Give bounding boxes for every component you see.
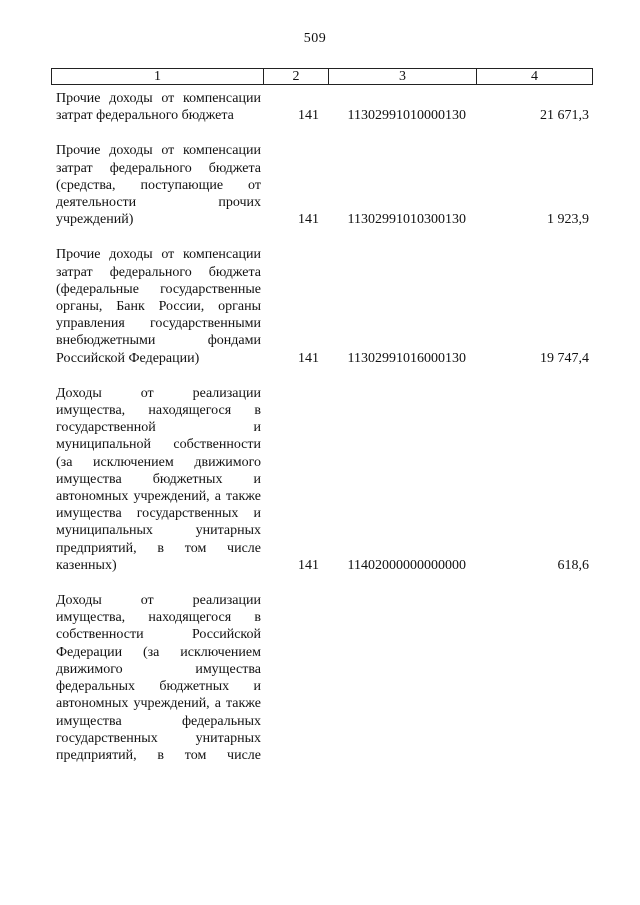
header-col-2: 2	[263, 69, 328, 84]
row-admin-code: 141	[298, 557, 319, 573]
row-amount: 1 923,9	[547, 212, 589, 228]
row-admin-code: 141	[298, 108, 319, 124]
row-description: Доходы от реализации имущества, находящегося в собственности Российской Федерации (за исключением движимого имущества федеральных бюджетных и автономных учреждений, а также имущества федеральных государственных унитарных предприятий, в том числе	[56, 593, 261, 763]
row-amount: 21 671,3	[540, 108, 589, 124]
row-description: Доходы от реализации имущества, находящегося в государственной и муниципальной собственности (за исключением движимого имущества бюджетных и автономных учреждений, а также имущества государственных и муниципальных унитарных предприятий, в том числе казенных)	[56, 385, 261, 573]
table-row	[51, 592, 593, 764]
header-col-3: 3	[328, 69, 476, 84]
header-col-1: 1	[154, 69, 161, 84]
table-row	[51, 90, 593, 124]
row-amount: 19 747,4	[540, 350, 589, 366]
table-header	[51, 68, 593, 85]
table-body	[51, 90, 593, 782]
row-budget-code: 11302991010300130	[347, 212, 466, 228]
header-col-4: 4	[476, 69, 592, 84]
table-row	[51, 385, 593, 574]
row-description: Прочие доходы от компенсации затрат федерального бюджета	[56, 91, 261, 124]
row-budget-code: 11302991016000130	[347, 350, 466, 366]
table-row	[51, 142, 593, 228]
row-budget-code: 11402000000000000	[347, 557, 466, 573]
row-budget-code: 11302991010000130	[347, 108, 466, 124]
page-number: 509	[303, 31, 327, 46]
row-admin-code: 141	[298, 212, 319, 228]
row-admin-code: 141	[298, 350, 319, 366]
row-description: Прочие доходы от компенсации затрат федерального бюджета (федеральные государственные органы, Банк России, органы управления государственными внебюджетными фондами Российской Федерации)	[56, 247, 261, 366]
row-description: Прочие доходы от компенсации затрат федерального бюджета (средства, поступающие от деятельности прочих учреждений)	[56, 143, 261, 228]
row-amount: 618,6	[557, 557, 589, 573]
table-row	[51, 246, 593, 366]
